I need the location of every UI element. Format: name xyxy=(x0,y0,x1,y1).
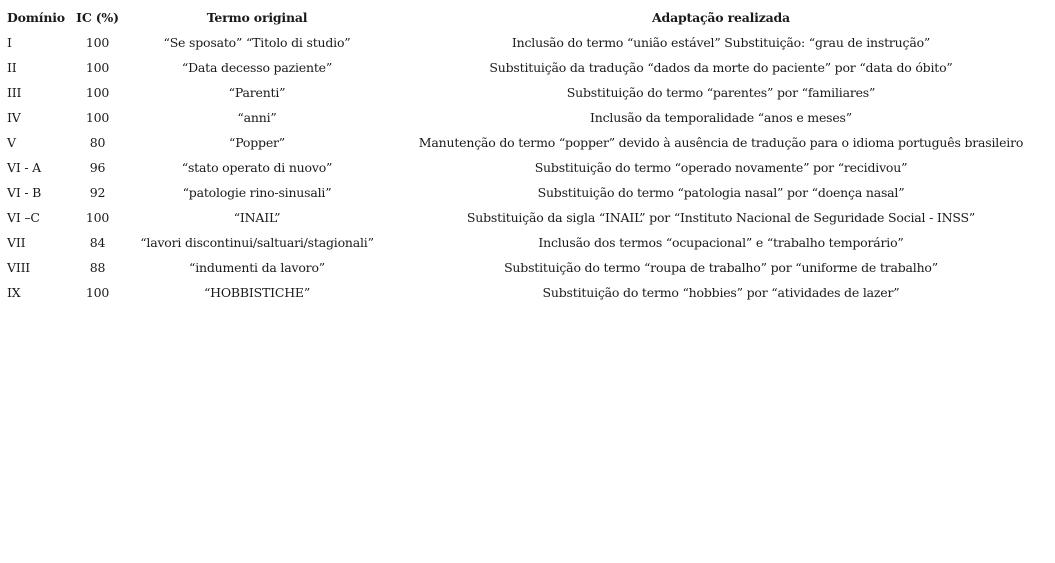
header-domain: Domínio xyxy=(7,10,65,25)
cell-adaptation: Manutenção do termo “popper” devido à ausência de tradução para o idioma português brasileiro xyxy=(418,135,1024,150)
cell-adaptation: Substituição do termo “hobbies” por “atividades de lazer” xyxy=(542,285,900,300)
cell-adaptation: Substituição do termo “parentes” por “familiares” xyxy=(566,85,876,100)
table-row xyxy=(4,155,1050,180)
cell-original-term: “patologie rino-sinusali” xyxy=(182,185,332,200)
cell-domain: VII xyxy=(7,235,26,250)
cell-adaptation: Substituição do termo “patologia nasal” por “doença nasal” xyxy=(537,185,905,200)
cell-ic: 100 xyxy=(85,60,110,75)
cell-ic: 100 xyxy=(85,110,110,125)
table-row xyxy=(4,80,1050,105)
cell-adaptation: Substituição do termo “operado novamente” por “recidivou” xyxy=(534,160,908,175)
cell-domain: VI - A xyxy=(7,160,41,175)
cell-original-term: “INAIL” xyxy=(233,210,281,225)
header-ic: IC (%) xyxy=(76,10,119,25)
cell-domain: II xyxy=(7,60,17,75)
cell-ic: 100 xyxy=(85,85,110,100)
table-row xyxy=(4,230,1050,255)
cell-ic: 88 xyxy=(89,260,106,275)
header-original-term: Termo original xyxy=(206,10,308,25)
header-adaptation: Adaptação realizada xyxy=(652,10,790,25)
cell-adaptation: Inclusão dos termos “ocupacional” e “trabalho temporário” xyxy=(538,235,904,250)
cell-adaptation: Substituição da sigla “INAIL” por “Instituto Nacional de Seguridade Social - INSS” xyxy=(466,210,976,225)
cell-ic: 100 xyxy=(85,35,110,50)
cell-original-term: “lavori discontinui/saltuari/stagionali” xyxy=(140,235,374,250)
cell-original-term: “Parenti” xyxy=(228,85,286,100)
cell-domain: III xyxy=(7,85,22,100)
table-row xyxy=(4,105,1050,130)
table-row xyxy=(4,255,1050,280)
cell-domain: V xyxy=(7,135,16,150)
cell-ic: 100 xyxy=(85,210,110,225)
cell-ic: 92 xyxy=(89,185,106,200)
cell-adaptation: Inclusão da temporalidade “anos e meses” xyxy=(590,110,852,125)
cell-adaptation: Substituição da tradução “dados da morte do paciente” por “data do óbito” xyxy=(489,60,953,75)
table-row xyxy=(4,205,1050,230)
cell-ic: 100 xyxy=(85,285,110,300)
table-row xyxy=(4,130,1050,155)
cell-original-term: “stato operato di nuovo” xyxy=(181,160,333,175)
cell-adaptation: Inclusão do termo “união estável” Substituição: “grau de instrução” xyxy=(511,35,931,50)
cell-domain: VIII xyxy=(7,260,31,275)
cell-original-term: “HOBBISTICHE” xyxy=(203,285,311,300)
cell-domain: IV xyxy=(7,110,21,125)
cell-domain: I xyxy=(7,35,12,50)
cell-ic: 84 xyxy=(89,235,106,250)
cell-ic: 80 xyxy=(89,135,106,150)
cell-ic: 96 xyxy=(89,160,106,175)
cell-domain: IX xyxy=(7,285,21,300)
table-row xyxy=(4,180,1050,205)
cell-original-term: “anni” xyxy=(237,110,277,125)
cell-original-term: “Data decesso paziente” xyxy=(181,60,333,75)
cell-original-term: “Se sposato” “Titolo di studio” xyxy=(163,35,351,50)
header-row xyxy=(4,5,1050,30)
cell-domain: VI - B xyxy=(7,185,42,200)
cell-adaptation: Substituição do termo “roupa de trabalho” por “uniforme de trabalho” xyxy=(504,260,938,275)
table-row xyxy=(4,30,1050,55)
table-row xyxy=(4,280,1050,305)
cell-domain: VI –C xyxy=(7,210,40,225)
cell-original-term: “indumenti da lavoro” xyxy=(189,260,325,275)
cell-original-term: “Popper” xyxy=(229,135,285,150)
table-row xyxy=(4,55,1050,80)
adaptation-table xyxy=(4,5,1050,305)
